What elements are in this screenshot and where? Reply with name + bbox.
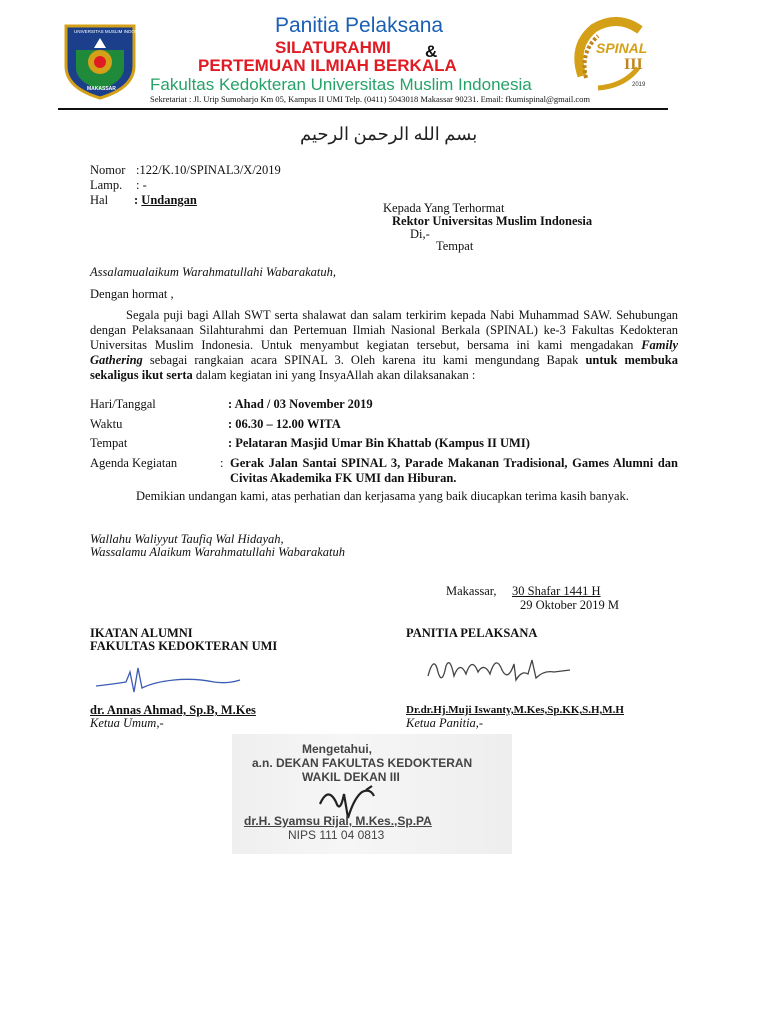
sign-right-role: Ketua Panitia,- bbox=[406, 716, 484, 730]
closing-paragraph: Demikian undangan kami, atas perhatian dan kerjasama yang baik diucapkan terima kasih banyak. bbox=[136, 489, 629, 503]
detail-agenda-colon: : bbox=[220, 456, 224, 470]
sign-right-name: Dr.dr.Hj.Muji Iswanty,M.Kes,Sp.KK,S.H,M.H bbox=[406, 704, 624, 716]
university-logo bbox=[60, 20, 149, 100]
event-title-line2: PERTEMUAN ILMIAH BERKALA bbox=[198, 56, 457, 75]
approval-line3: WAKIL DEKAN III bbox=[302, 770, 400, 784]
spinal-logo-text: SPINAL bbox=[596, 40, 648, 56]
meta-block bbox=[90, 163, 281, 208]
dengan-hormat: Dengan hormat , bbox=[90, 287, 174, 301]
body-paragraph bbox=[90, 308, 678, 383]
recipient-name: Rektor Universitas Muslim Indonesia bbox=[392, 214, 593, 228]
sign-left-role: Ketua Umum,- bbox=[90, 716, 164, 730]
spinal-logo-year: 2019 bbox=[632, 82, 646, 88]
approval-line2: a.n. DEKAN FAKULTAS KEDOKTERAN bbox=[252, 756, 473, 770]
para-text-2: sebagai rangkaian acara SPINAL 3. Oleh karena itu kami mengundang Bapak bbox=[142, 353, 586, 367]
para-text-3: dalam kegiatan ini yang InsyaAllah akan dilaksanakan : bbox=[192, 368, 476, 382]
approval-block bbox=[232, 734, 512, 854]
sign-left-name: dr. Annas Ahmad, Sp.B, M.Kes bbox=[90, 703, 256, 717]
sign-right-org: PANITIA PELAKSANA bbox=[406, 626, 538, 640]
detail-date-text: Ahad / 03 November 2019 bbox=[234, 397, 373, 411]
para-family-gathering: Family Gathering bbox=[90, 338, 678, 367]
detail-agenda-value: Gerak Jalan Santai SPINAL 3, Parade Makanan Tradisional, Games Alumni dan Civitas Akademika FK UMI dan Hiburan. bbox=[230, 456, 678, 485]
sign-left-org2: FAKULTAS KEDOKTERAN UMI bbox=[90, 639, 278, 653]
closing-wassalamu: Wassalamu Alaikum Warahmatullahi Wabarakatuh bbox=[90, 545, 345, 559]
header-rule bbox=[58, 108, 668, 110]
para-text-1: Segala puji bagi Allah SWT serta shalawat dan salam terkirim kepada Nabi Muhammad SAW. Sehubungan dengan Pelaksanaan Silahturahmi dan Pertemuan Ilmiah Nasional Berkala (SPINAL) ke-3 Fakultas Kedokteran Universitas Muslim Indonesia. Untuk menyambut kegiatan tersebut, bersama ini kami mengadakan bbox=[90, 308, 678, 352]
logo-caption-top: UNIVERSITAS MUSLIM INDONESIA bbox=[74, 29, 149, 34]
event-title-line1: SILATURAHMI bbox=[275, 38, 391, 57]
recipient-di: Di,- bbox=[410, 227, 430, 241]
nomor-value: :122/K.10/SPINAL3/X/2019 bbox=[136, 163, 281, 177]
detail-date-label: Hari/Tanggal bbox=[90, 397, 156, 411]
spinal-logo-number: III bbox=[624, 56, 643, 73]
detail-place-colon: : bbox=[228, 436, 233, 450]
detail-place-label: Tempat bbox=[90, 436, 128, 450]
detail-time-colon: : bbox=[228, 417, 233, 431]
logo-caption-bottom: MAKASSAR bbox=[87, 86, 116, 92]
recipient-greeting: Kepada Yang Terhormat bbox=[383, 201, 505, 215]
salam-opening: Assalamualaikum Warahmatullahi Wabarakatuh, bbox=[90, 265, 336, 279]
lamp-value: : - bbox=[136, 178, 147, 192]
detail-place-text: Pelataran Masjid Umar Bin Khattab (Kampus II UMI) bbox=[235, 436, 530, 450]
approval-nips: NIPS 111 04 0813 bbox=[288, 828, 385, 842]
committee-title: Panitia Pelaksana bbox=[275, 14, 444, 37]
detail-agenda-label: Agenda Kegiatan bbox=[90, 456, 178, 470]
place-city: Makassar, bbox=[446, 584, 497, 598]
detail-date-colon: : bbox=[228, 397, 233, 411]
recipient-place: Tempat bbox=[436, 239, 474, 253]
sign-left-org1: IKATAN ALUMNI bbox=[90, 626, 193, 640]
lamp-label: Lamp. bbox=[90, 178, 123, 192]
signature-right bbox=[424, 646, 584, 692]
para-strong: untuk membuka sekaligus ikut serta bbox=[90, 353, 678, 382]
event-title-amp: & bbox=[425, 42, 438, 61]
date-masehi: 29 Oktober 2019 M bbox=[520, 598, 619, 612]
signature-left bbox=[94, 662, 244, 698]
hal-label: Hal bbox=[90, 193, 109, 207]
approval-name: dr.H. Syamsu Rijal, M.Kes.,Sp.PA bbox=[244, 814, 432, 828]
nomor-label: Nomor bbox=[90, 163, 126, 177]
closing-wallahu: Wallahu Waliyyut Taufiq Wal Hidayah, bbox=[90, 532, 284, 546]
detail-date-value bbox=[228, 397, 373, 412]
date-hijri: 30 Shafar 1441 H bbox=[512, 584, 601, 598]
secretariat-address: Sekretariat : Jl. Urip Sumoharjo Km 05, Kampus II UMI Telp. (0411) 5043018 Makassar 90231. Email: fkumispinal@gmail.com bbox=[150, 94, 590, 104]
detail-time-text: 06.30 – 12.00 WITA bbox=[235, 417, 341, 431]
detail-time-value bbox=[228, 417, 341, 432]
faculty-name: Fakultas Kedokteran Universitas Muslim Indonesia bbox=[150, 75, 532, 94]
detail-time-label: Waktu bbox=[90, 417, 123, 431]
detail-place-value bbox=[228, 436, 530, 451]
bismillah: بسم الله الرحمن الرحيم bbox=[300, 124, 478, 144]
spinal-logo bbox=[568, 16, 652, 96]
hal-value: Undangan bbox=[141, 193, 197, 207]
hal-colon: : bbox=[134, 193, 139, 207]
approval-line1: Mengetahui, bbox=[302, 742, 373, 756]
